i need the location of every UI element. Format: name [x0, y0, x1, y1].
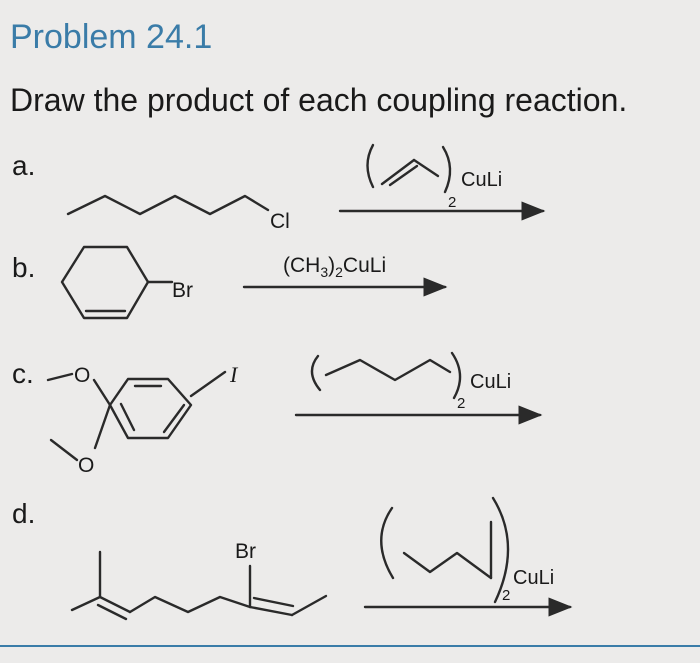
problem-c-label: c. — [12, 358, 34, 389]
problem-d-label: d. — [12, 498, 36, 529]
page-title: Problem 24.1 — [10, 18, 213, 56]
problem-b-substrate — [62, 247, 193, 318]
problem-d-chain — [130, 597, 250, 612]
problem-c-methoxy-2-ch3 — [51, 440, 77, 460]
problem-a-substrate — [68, 196, 290, 233]
problem-c-close-paren — [452, 353, 460, 398]
problem-a-close-paren — [443, 147, 450, 192]
problem-c-oxygen-2-label: O — [78, 454, 95, 477]
problem-d-terminal-methyl — [292, 596, 326, 615]
problem-d-cuLi-label: CuLi — [513, 567, 555, 589]
problem-c-methoxy-2-o-ring — [95, 405, 110, 448]
problem-c-open-paren — [312, 356, 320, 390]
problem-a-chlorine-label: Cl — [270, 210, 290, 233]
problem-a-open-paren — [368, 145, 374, 187]
problem-d-double-bond-2 — [250, 607, 292, 615]
problem-b-cyclohexene-ring — [62, 247, 148, 318]
problem-c-iodine-label: I — [230, 362, 238, 387]
problem-c-substrate — [48, 362, 239, 477]
problem-c-subscript: 2 — [457, 395, 466, 412]
problem-d-subscript: 2 — [502, 587, 511, 604]
problem-c-reagent — [296, 353, 540, 415]
problem-d-double-bond-2b — [254, 598, 293, 606]
problem-d-methyl-left — [72, 597, 100, 610]
instruction-text: Draw the product of each coupling reaction. — [10, 82, 628, 118]
problem-c-cuLi-label: CuLi — [470, 371, 512, 393]
problem-d-sec-butyl-chain — [404, 553, 491, 578]
problem-a-vinyl-bond-2 — [414, 160, 438, 176]
problem-c-methoxy-1-o-ring — [94, 380, 110, 405]
problem-c-c-i-bond — [191, 372, 225, 396]
problem-d-double-bond-1 — [100, 597, 130, 612]
problem-d-open-paren — [381, 508, 393, 578]
problem-b-label: b. — [12, 252, 36, 283]
problem-a-alkyl-chain — [68, 196, 268, 214]
problem-d-reagent — [365, 498, 570, 607]
problem-c-oxygen-1-label: O — [74, 364, 91, 387]
problem-c-methoxy-1-ch3 — [48, 374, 72, 380]
problem-d-substrate — [72, 540, 326, 619]
problem-b-bromine-label: Br — [172, 279, 193, 302]
problem-a-label: a. — [12, 150, 36, 181]
problem-b-reagent-label: $(CH_3)_2CuLi$ — [283, 254, 387, 280]
problem-b-reagent — [244, 254, 445, 287]
problem-c-butyl-chain — [326, 360, 450, 380]
problem-a-subscript: 2 — [448, 194, 457, 211]
problem-a-reagent — [340, 145, 543, 211]
problem-d-bromine-label: Br — [235, 540, 256, 563]
problem-c-aromatic-bond-3 — [121, 404, 134, 430]
problem-a-cuLi-label: CuLi — [461, 169, 503, 191]
bottom-divider — [0, 645, 700, 647]
